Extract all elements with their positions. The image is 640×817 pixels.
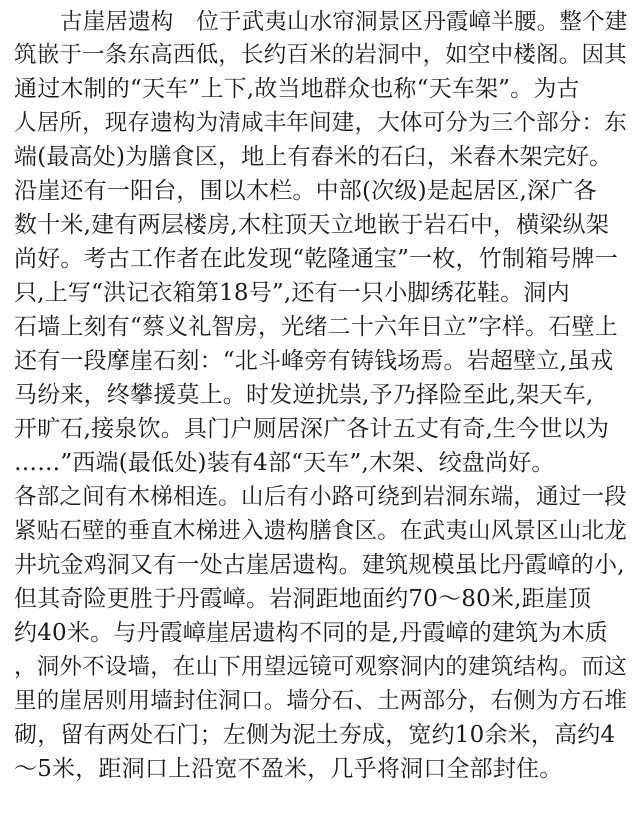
text-line: 砌，留有两处石门；左侧为泥土夯成，宽约10余米，高约4 — [14, 722, 616, 748]
text-line: 筑嵌于一条东高西低，长约百米的岩洞中，如空中楼阁。因其 — [14, 42, 627, 68]
text-line: 端(最高处)为膳食区，地上有舂米的石臼，米舂木架完好。 — [14, 144, 613, 170]
text-line: 里的崖居则用墙封住洞口。墙分石、土两部分，右侧为方石堆 — [14, 688, 627, 714]
text-line: ……”西端(最低处)装有4部“天车”,木架、绞盘尚好。 — [14, 450, 555, 476]
text-line: ，洞外不设墙，在山下用望远镜可观察洞内的建筑结构。而这 — [14, 654, 627, 680]
text-line: 人居所，现存遗构为清咸丰年间建，大体可分为三个部分：东 — [14, 110, 627, 136]
text-line: 紧贴石壁的垂直木梯进入遗构膳食区。在武夷山风景区山北龙 — [14, 518, 627, 544]
text-line: 各部之间有木梯相连。山后有小路可绕到岩洞东端，通过一段 — [14, 484, 627, 510]
text-line: 通过木制的“天车”上下,故当地群众也称“天车架”。为古 — [14, 76, 580, 102]
text-line: 井坑金鸡洞又有一处古崖居遗构。建筑规模虽比丹霞嶂的小, — [14, 552, 625, 578]
text-line: 沿崖还有一阳台，围以木栏。中部(次级)是起居区,深广各 — [14, 178, 597, 204]
text-line: 数十米,建有两层楼房,木柱顶天立地嵌于岩石中，横梁纵架 — [14, 212, 610, 238]
text-line: 但其奇险更胜于丹霞嶂。岩洞距地面约70～80米,距崖顶 — [14, 586, 592, 612]
text-line-content: 古崖居遗构 位于武夷山水帘洞景区丹霞嶂半腰。整个建 — [60, 9, 628, 35]
text-line: 石墙上刻有“蔡义礼智房，光绪二十六年日立”字样。石壁上 — [14, 314, 618, 340]
text-line: 马纷来，终攀援莫上。时发逆扰祟,予乃择险至此,架天车, — [14, 382, 594, 408]
text-line: 开旷石,接泉饮。具门户厕居深广各计五丈有奇,生今世以为 — [14, 416, 610, 442]
text-line: 约40米。与丹霞嶂崖居遗构不同的是,丹霞嶂的建筑为木质 — [14, 620, 608, 646]
text-line: 尚好。考古工作者在此发现“乾隆通宝”一枚，竹制箱号牌一 — [14, 246, 618, 272]
text-line: ～5米，距洞口上沿宽不盈米，几乎将洞口全部封住。 — [14, 756, 563, 782]
text-line: 还有一段摩崖石刻：“北斗峰旁有铸钱场焉。岩超壁立,虽戎 — [14, 348, 614, 374]
text-line — [14, 7, 628, 37]
text-line: 只,上写“洪记衣箱第18号”,还有一只小脚绣花鞋。洞内 — [14, 280, 570, 306]
